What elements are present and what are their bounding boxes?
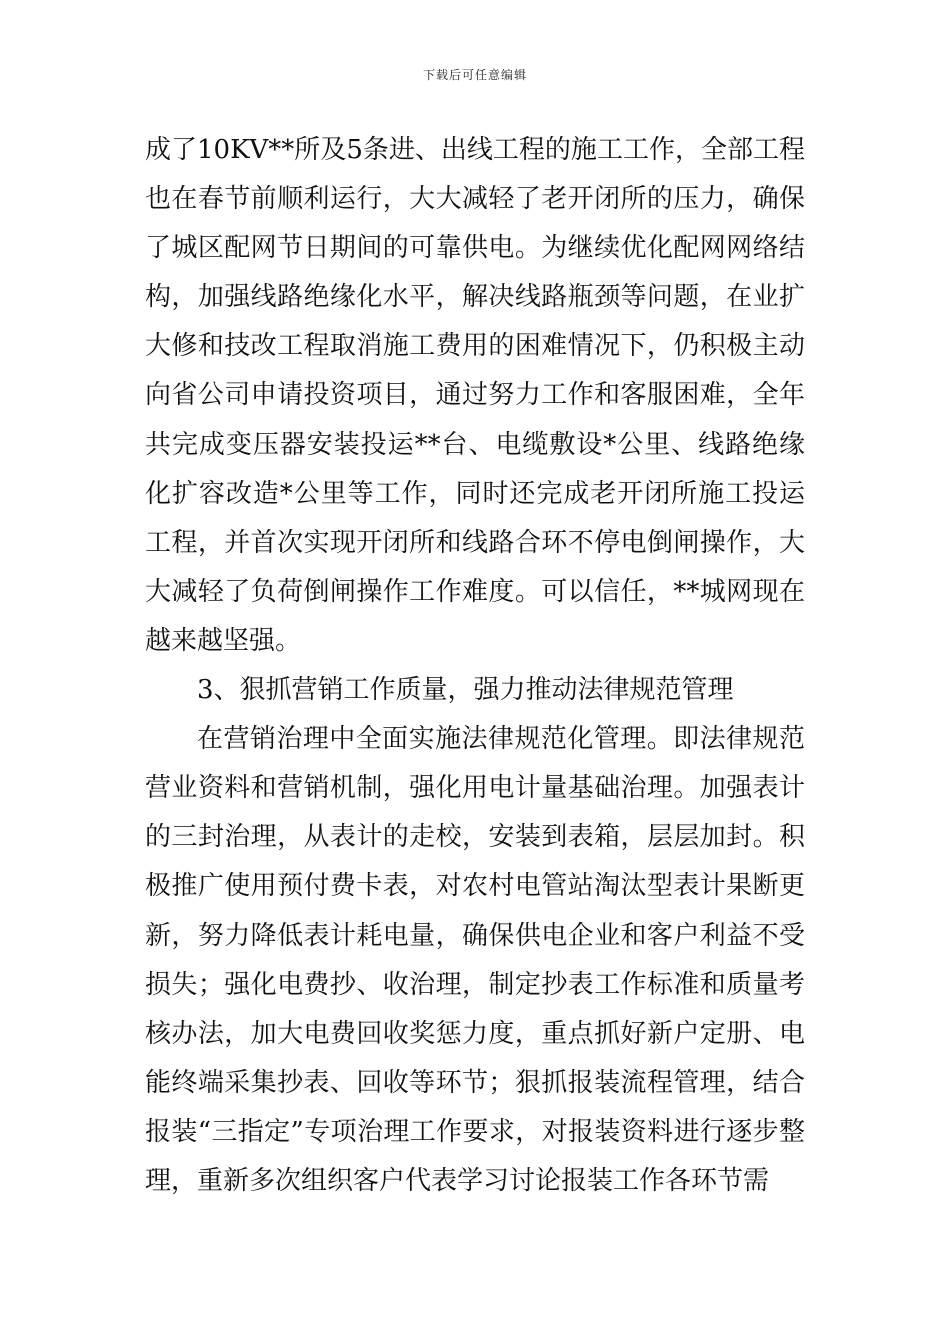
- body-paragraph-marketing: 在营销治理中全面实施法律规范化管理。即法律规范营业资料和营销机制，强化用电计量基础治理。加强表计的三封治理，从表计的走校，安装到表箱，层层加封。积极推广使用预付费卡表，对农村电管站淘汰型表计果断更新，努力降低表计耗电量，确保供电企业和客户利益不受损失；强化电费抄、收治理，制定抄表工作标准和质量考核办法，加大电费回收奖惩力度，重点抓好新户定册、电能终端采集抄表、回收等环节；狠抓报装流程管理，结合报装“三指定”专项治理工作要求，对报装资料进行逐步整理，重新多次组织客户代表学习讨论报装工作各环节需: [145, 724, 805, 1196]
- page-header-note: 下载后可任意编辑: [422, 68, 527, 82]
- body-paragraph-continued: 成了10KV**所及5条进、出线工程的施工工作，全部工程也在春节前顺利运行，大大减轻了老开闭所的压力，确保了城区配网节日期间的可靠供电。为继续优化配网网络结构，加强线路绝缘化水平，解决线路瓶颈等问题，在业扩大修和技改工程取消施工费用的困难情况下，仍积极主动向省公司申请投资项目，通过努力工作和客服困难，全年共完成变压器安装投运**台、电缆敷设*公里、线路绝缘化扩容改造*公里等工作，同时还完成老开闭所施工投运工程，并首次实现开闭所和线路合环不停电倒闸操作，大大减轻了负荷倒闸操作工作难度。可以信任，**城网现在越来越坚强。: [145, 135, 805, 656]
- document-body: [145, 126, 805, 1206]
- section-heading-3: 3、狠抓营销工作质量，强力推动法律规范管理: [197, 675, 734, 706]
